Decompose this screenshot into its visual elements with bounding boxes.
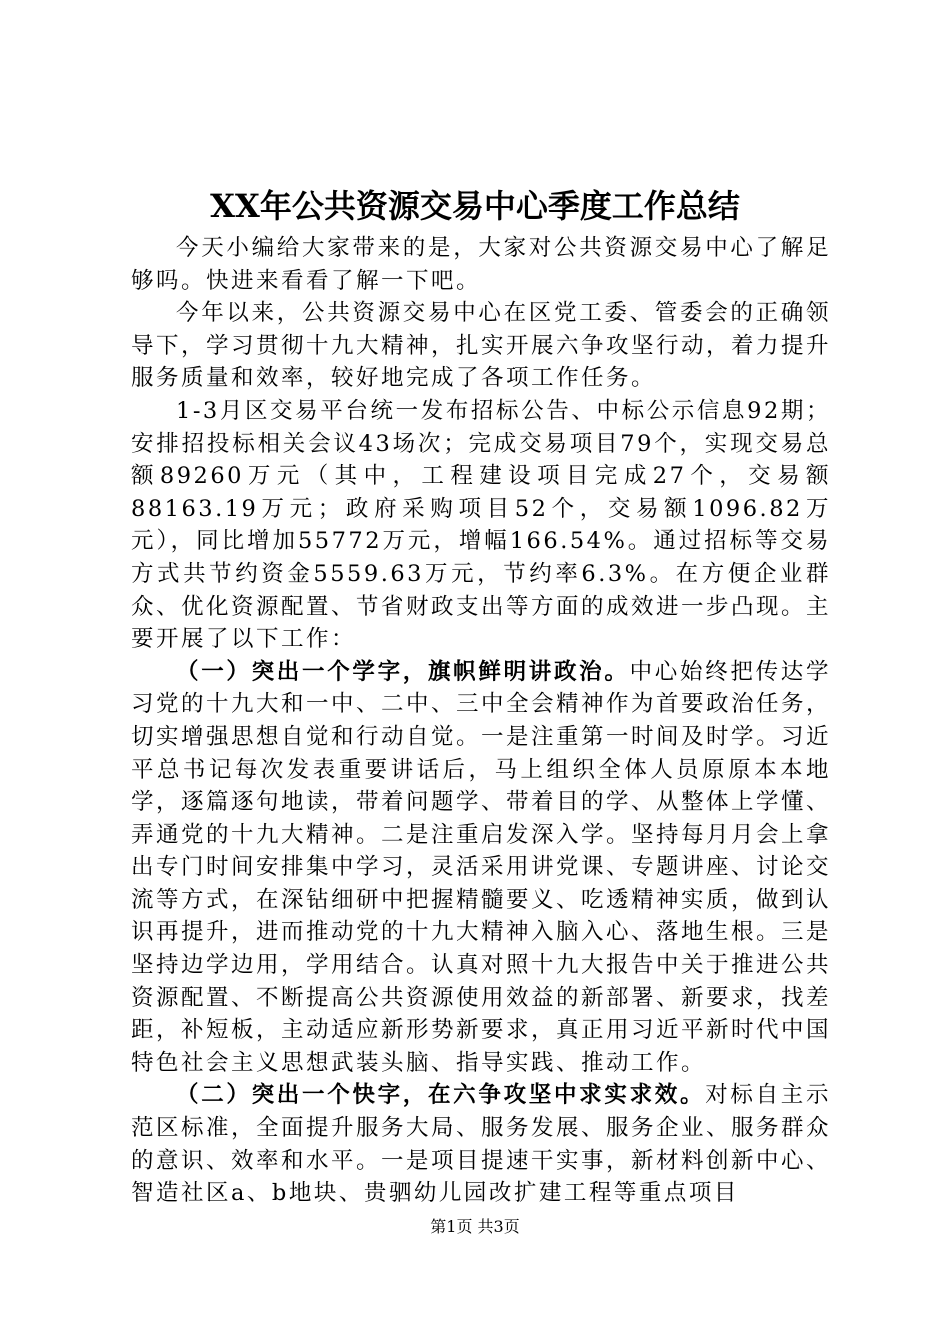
section-heading: （一）突出一个学字，旗帜鲜明讲政治。 <box>176 658 630 685</box>
paragraph-intro <box>131 232 831 297</box>
paragraph-section-2 <box>131 1079 831 1209</box>
paragraph-overview <box>131 297 831 395</box>
document-title: XX年公共资源交易中心季度工作总结 <box>210 187 740 225</box>
page-footer: 第1页 共3页 <box>430 1217 520 1236</box>
paragraph-statistics <box>131 395 831 656</box>
paragraph-text: 1-3月区交易平台统一发布招标公告、中标公示信息92期；安排招投标相关会议43场次；完成交易项目79个，实现交易总额89260万元（其中，工程建设项目完成27个，交易额88163.19万元；政府采购项目52个，交易额1096.82万元），同比增加55772万元，增幅166.54%。通过招标等交易方式共节约资金5559.63万元，节约率6.3%。在方便企业群众、优化资源配置、节省财政支出等方面的成效进一步凸现。主要开展了以下工作： <box>131 397 832 653</box>
paragraph-section-1 <box>131 656 831 1080</box>
paragraph-text: 今天小编给大家带来的是，大家对公共资源交易中心了解足够吗。快进来看看了解一下吧。 <box>131 235 831 294</box>
paragraph-text: 对标自主示范区标准，全面提升服务大局、服务发展、服务企业、服务群众的意识、效率和水平。一是项目提速干实事，新材料创新中心、智造社区a、b地块、贵驷幼儿园改扩建工程等重点项目 <box>131 1082 832 1207</box>
paragraph-text: 中心始终把传达学习党的十九大和一中、二中、三中全会精神作为首要政治任务，切实增强思想自觉和行动自觉。一是注重第一时间及时学。习近平总书记每次发表重要讲话后，马上组织全体人员原原本本地学，逐篇逐句地读，带着问题学、带着目的学、从整体上学懂、弄通党的十九大精神。二是注重启发深入学。坚持每月月会上拿出专门时间安排集中学习，灵活采用讲党课、专题讲座、讨论交流等方式，在深钻细研中把握精髓要义、吃透精神实质，做到认识再提升，进而推动党的十九大精神入脑入心、落地生根。三是坚持边学边用，学用结合。认真对照十九大报告中关于推进公共资源配置、不断提高公共资源使用效益的新部署、新要求，找差距，补短板，主动适应新形势新要求，真正用习近平新时代中国特色社会主义思想武装头脑、指导实践、推动工作。 <box>131 658 832 1076</box>
document-body <box>131 232 831 1210</box>
section-heading: （二）突出一个快字，在六争攻坚中求实求效。 <box>176 1082 706 1109</box>
paragraph-text: 今年以来，公共资源交易中心在区党工委、管委会的正确领导下，学习贯彻十九大精神，扎实开展六争攻坚行动，着力提升服务质量和效率，较好地完成了各项工作任务。 <box>131 300 832 392</box>
